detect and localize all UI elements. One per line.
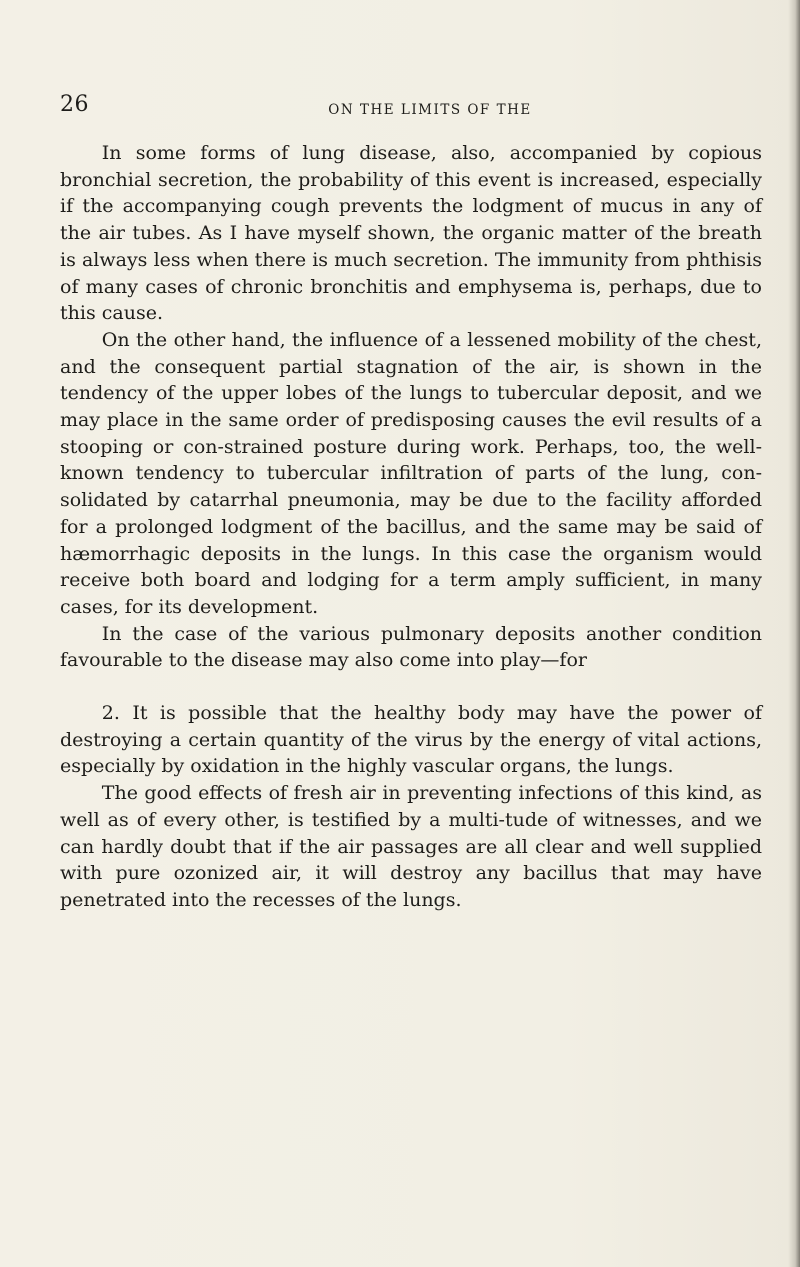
body-text <box>60 140 762 914</box>
page-number: 26 <box>60 92 89 117</box>
paragraph: On the other hand, the influence of a lessened mobility of the chest, and the consequent partial stagnation of the air, is shown in the tendency of the upper lobes of the lungs to tubercular deposit, and we may place in the same order of predisposing causes the evil results of a stooping or con-strained posture during work. Perhaps, too, the well-known tendency to tubercular infiltration of parts of the lung, con-solidated by catarrhal pneumonia, may be due to the facility afforded for a prolonged lodgment of the bacillus, and the same may be said of hæmorrhagic deposits in the lungs. In this case the organism would receive both board and lodging for a term amply sufficient, in many cases, for its development. <box>60 328 762 618</box>
page-edge-shadow <box>788 0 800 1267</box>
running-header <box>60 92 760 124</box>
paragraph: In some forms of lung disease, also, accompanied by copious bronchial secretion, the probability of this event is increased, especially if the accompanying cough prevents the lodgment of mucus in any of the air tubes. As I have myself shown, the organic matter of the breath is always less when there is much secretion. The immunity from phthisis of many cases of chronic bronchitis and emphysema is, perhaps, due to this cause. <box>60 142 762 325</box>
running-title: ON THE LIMITS OF THE <box>328 102 532 118</box>
paragraph: The good effects of fresh air in preventing infections of this kind, as well as of every other, is testified by a multi-tude of witnesses, and we can hardly doubt that if the air passages are all clear and well supplied with pure ozonized air, it will destroy any bacillus that may have penetrated into the recesses of the lungs. <box>60 782 762 911</box>
paragraph: In the case of the various pulmonary deposits another condition favourable to the disease may also come into play—for <box>60 622 762 672</box>
numbered-paragraph: 2. It is possible that the healthy body may have the power of destroying a certain quantity of the virus by the energy of vital actions, especially by oxidation in the highly vascular organs, the lungs. <box>60 702 762 778</box>
